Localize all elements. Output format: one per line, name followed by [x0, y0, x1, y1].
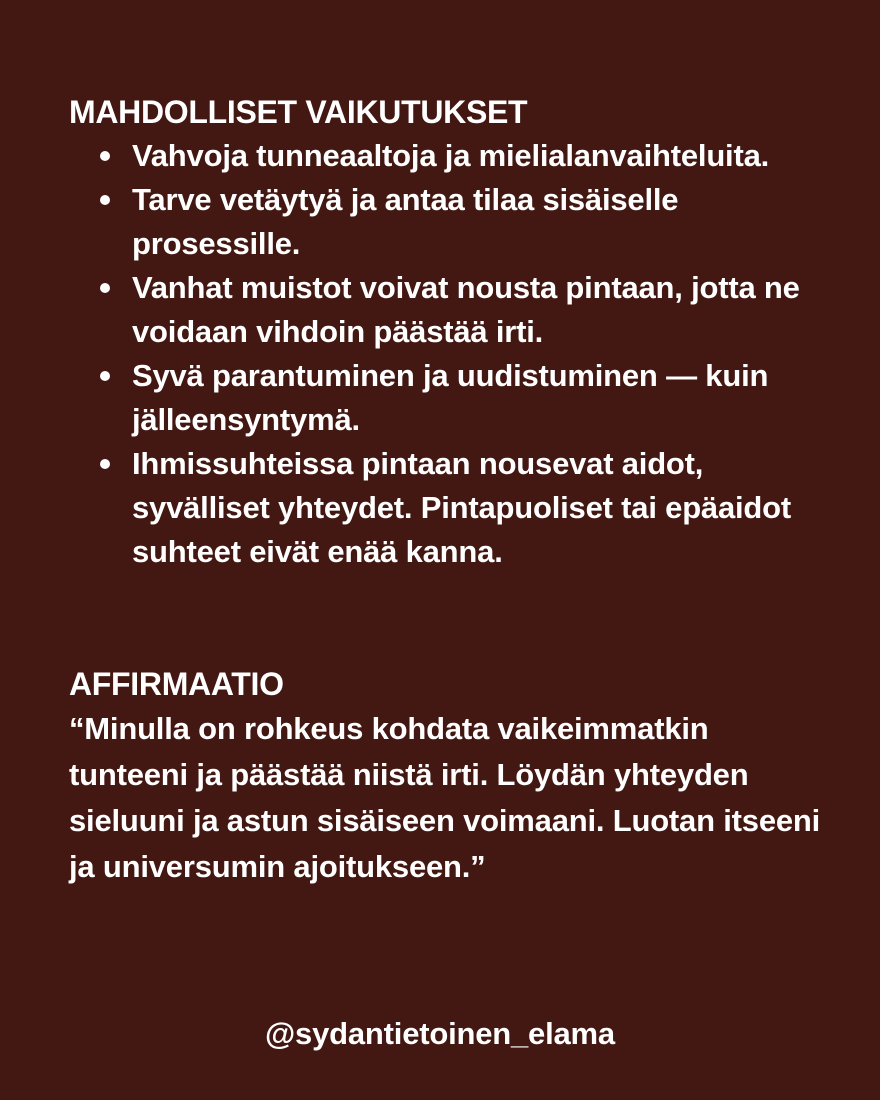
bullet-icon: [100, 283, 110, 293]
list-item: [69, 134, 829, 178]
list-item: [69, 354, 829, 442]
list-item: [69, 178, 829, 266]
list-item-text: Tarve vetäytyä ja antaa tilaa sisäiselle prosessille.: [132, 182, 679, 261]
affirmation-section: [69, 662, 829, 890]
bullet-icon: [100, 151, 110, 161]
affirmation-heading: AFFIRMAATIO: [69, 666, 284, 702]
bullet-icon: [100, 195, 110, 205]
account-handle: @sydantietoinen_elama: [265, 1016, 615, 1051]
effects-section: [69, 90, 829, 574]
bullet-icon: [100, 371, 110, 381]
bullet-icon: [100, 459, 110, 469]
effects-heading: MAHDOLLISET VAIKUTUKSET: [69, 94, 528, 130]
list-item-text: Ihmissuhteissa pintaan nousevat aidot, syvälliset yhteydet. Pintapuoliset tai epäaidot suhteet eivät enää kanna.: [132, 446, 792, 569]
affirmation-text: “Minulla on rohkeus kohdata vaikeimmatkin tunteeni ja päästää niistä irti. Löydän yhteyden sieluuni ja astun sisäiseen voimaani. Luotan itseeni ja universumin ajoitukseen.”: [69, 711, 821, 884]
list-item-text: Vanhat muistot voivat nousta pintaan, jotta ne voidaan vihdoin päästää irti.: [132, 270, 800, 349]
list-item-text: Syvä parantuminen ja uudistuminen — kuin jälleensyntymä.: [132, 358, 769, 437]
list-item: [69, 442, 829, 574]
effects-list: [69, 134, 829, 574]
list-item-text: Vahvoja tunneaaltoja ja mielialanvaihteluita.: [132, 138, 770, 173]
list-item: [69, 266, 829, 354]
